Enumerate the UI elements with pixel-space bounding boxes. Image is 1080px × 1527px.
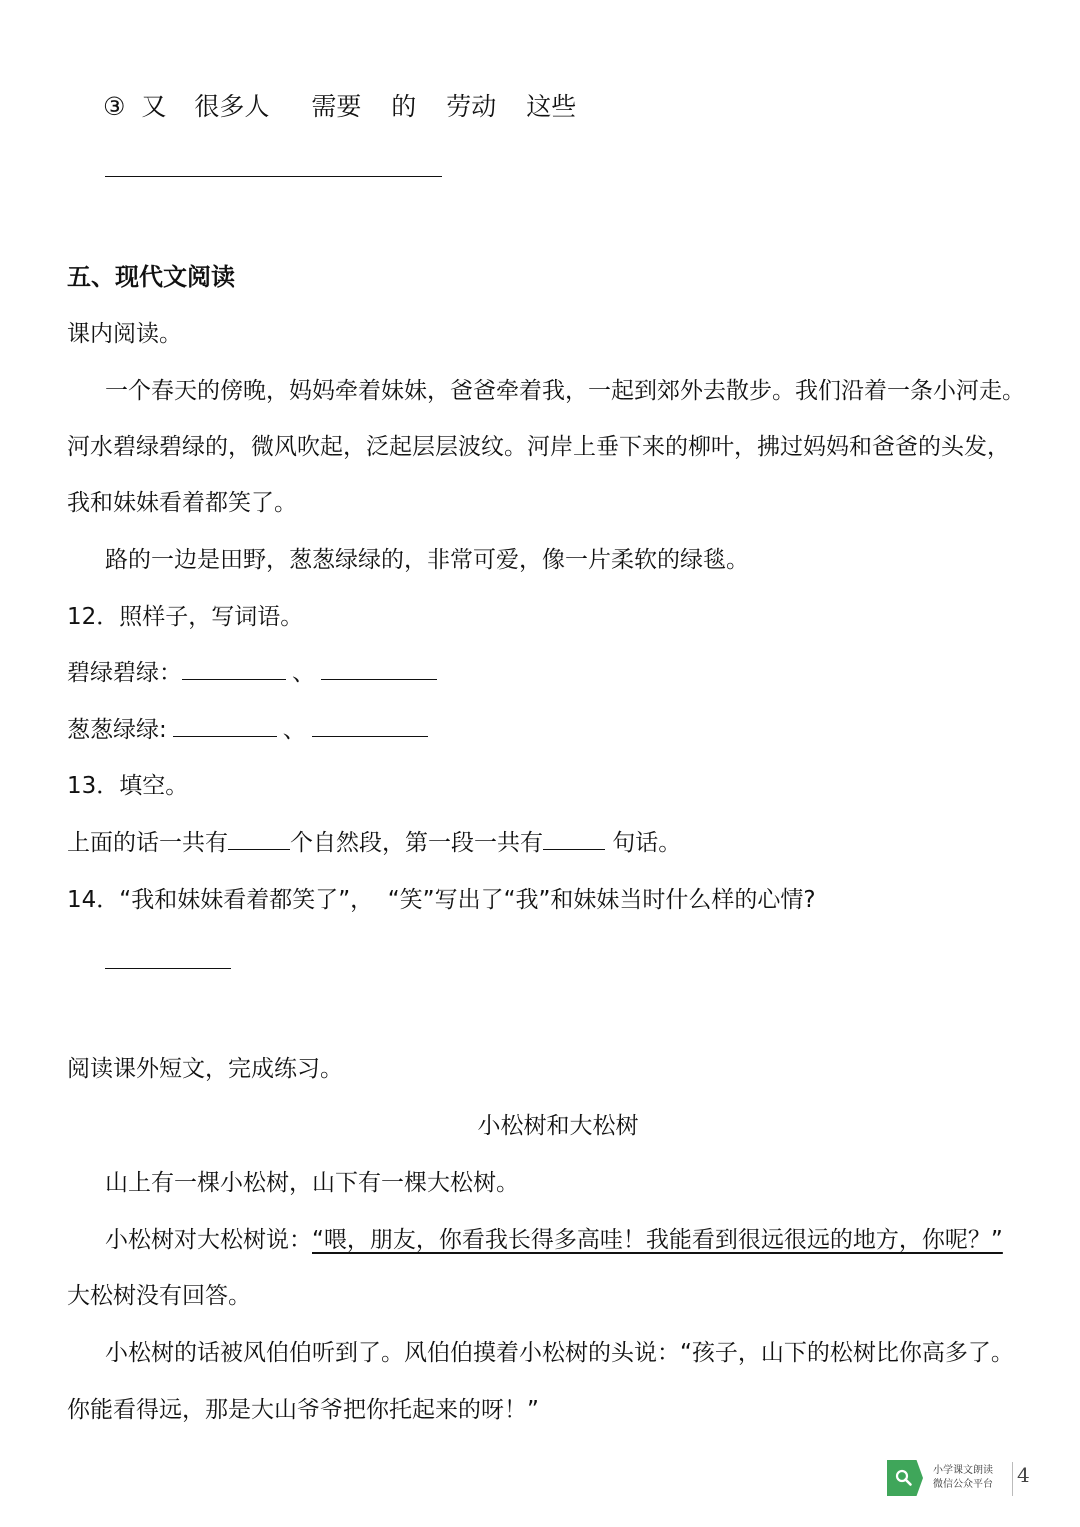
question-13-body [67, 827, 681, 859]
passage-line-1: 一个春天的傍晚，妈妈牵着妹妹，爸爸牵着我，一起到郊外去散步。我们沿着一条小河走。 [105, 378, 1025, 404]
logo-text-line-2: 微信公众平台 [933, 1479, 993, 1490]
separator: 、 [282, 717, 306, 743]
answer-blank[interactable] [543, 827, 605, 850]
story-p2-prefix: 小松树对大松树说： [105, 1227, 312, 1253]
question-13-title: 13．填空。 [67, 773, 189, 799]
story-paragraph-2-cont: 大松树没有回答。 [67, 1283, 251, 1309]
word-5: 劳动 [446, 92, 497, 121]
story-title: 小松树和大松树 [477, 1113, 639, 1139]
word-4: 的 [391, 92, 417, 121]
reorder-words-line [103, 91, 576, 123]
q13-text-2: 个自然段，第一段一共有 [290, 830, 543, 856]
word-3: 需要 [311, 92, 362, 121]
answer-blank[interactable] [321, 657, 437, 680]
passage-line-3: 我和妹妹看着都笑了。 [67, 490, 297, 516]
story-paragraph-1: 山上有一棵小松树，山下有一棵大松树。 [105, 1170, 519, 1196]
search-icon [894, 1468, 914, 1488]
passage-line-2: 河水碧绿碧绿的，微风吹起，泛起层层波纹。河岸上垂下来的柳叶，拂过妈妈和爸爸的头发， [67, 434, 1010, 460]
q12-label-2: 葱葱绿绿: [67, 717, 167, 743]
footer-logo [887, 1460, 1011, 1496]
answer-blank[interactable] [312, 714, 428, 737]
answer-line-q14[interactable] [105, 968, 231, 969]
q14-number: 14． [67, 887, 120, 913]
passage-line-4: 路的一边是田野，葱葱绿绿的，非常可爱，像一片柔软的绿毯。 [105, 547, 749, 573]
answer-blank[interactable] [182, 657, 286, 680]
q12-label-1: 碧绿碧绿： [67, 660, 182, 686]
q14-text: “我和妹妹看着都笑了”， “笑”写出了“我”和妹妹当时什么样的心情? [119, 887, 816, 913]
q13-text-1: 上面的话一共有 [67, 830, 228, 856]
reading-intro: 课内阅读。 [67, 321, 182, 347]
logo-text-line-1: 小学课文朗读 [933, 1465, 993, 1476]
question-14 [67, 884, 816, 916]
story-paragraph-3-line-1: 小松树的话被风伯伯听到了。风伯伯摸着小松树的头说：“孩子，山下的松树比你高多了。 [105, 1340, 1014, 1366]
answer-blank[interactable] [173, 714, 277, 737]
word-2: 很多人 [194, 92, 270, 121]
extra-reading-intro: 阅读课外短文，完成练习。 [67, 1056, 343, 1082]
separator: 、 [292, 660, 315, 686]
word-1: 又 [141, 92, 167, 121]
question-12-title: 12．照样子，写词语。 [67, 604, 304, 630]
question-12-row-1 [67, 657, 437, 689]
page-number-divider [1012, 1462, 1013, 1496]
q13-text-3: 句话。 [605, 830, 682, 856]
circled-number: ③ [103, 92, 126, 121]
word-6: 这些 [526, 92, 577, 121]
story-paragraph-2 [105, 1224, 1003, 1256]
page-number: 4 [1017, 1463, 1030, 1487]
section-title: 五、现代文阅读 [67, 263, 235, 291]
story-paragraph-3-line-2: 你能看得远，那是大山爷爷把你托起来的呀！” [67, 1397, 539, 1423]
answer-line-q3[interactable] [105, 176, 442, 177]
question-12-row-2 [67, 714, 428, 746]
answer-blank[interactable] [228, 827, 290, 850]
underlined-quote: “喂，朋友，你看我长得多高哇！我能看到很远很远的地方，你呢？” [312, 1227, 1003, 1253]
